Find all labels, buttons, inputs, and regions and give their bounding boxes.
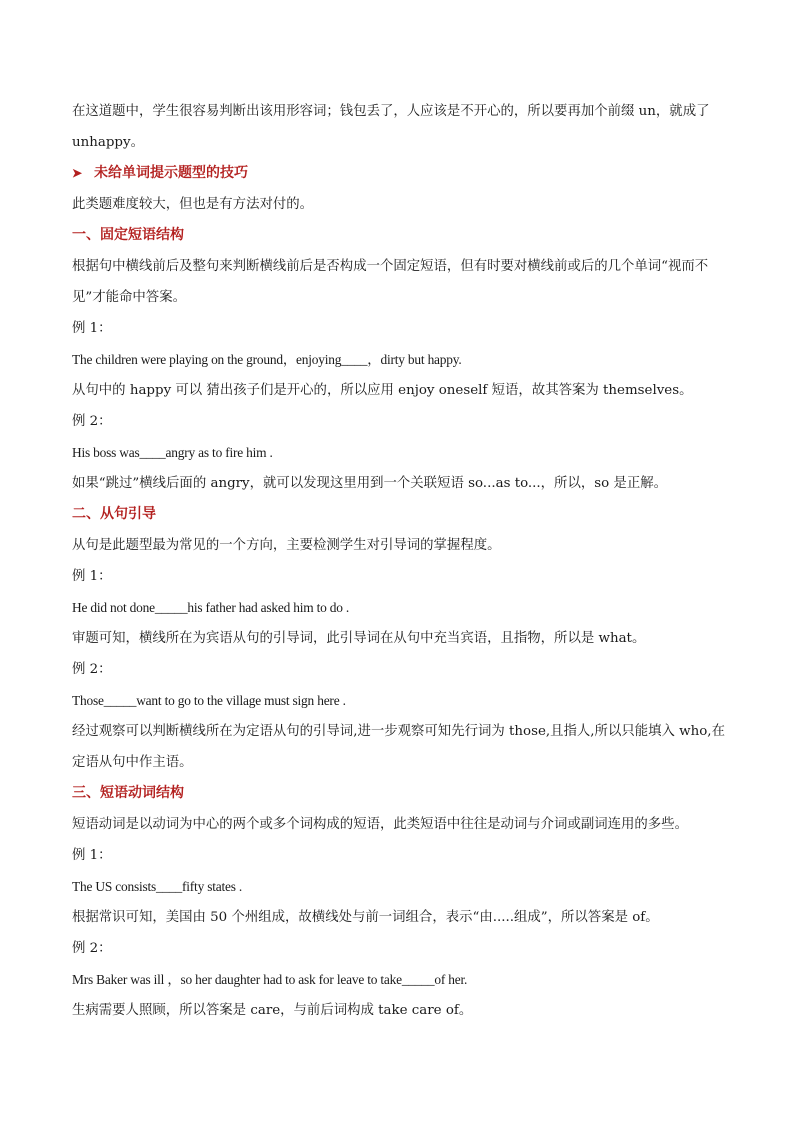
part2-example2-explanation: 经过观察可以判断横线所在为定语从句的引导词,进一步观察可知先行词为 those,且指人,所以只能填入 who,在定语从句中作主语。 (72, 724, 725, 770)
part3-example2-explanation: 生病需要人照顾，所以答案是 care，与前后词构成 take care of。 (72, 1003, 473, 1018)
part2-example1-sentence: He did not done_____his father had asked him to do . (72, 600, 350, 615)
part3-description: 短语动词是以动词为中心的两个或多个词构成的短语，此类短语中往往是动词与介词或副词连用的多些。 (72, 817, 688, 832)
intro-paragraph: 在这道题中，学生很容易判断出该用形容词；钱包丢了，人应该是不开心的，所以要再加个前缀 un，就成了 unhappy。 (72, 104, 710, 150)
part3-example2-label: 例 2： (72, 941, 112, 956)
part1-example1-label: 例 1： (72, 321, 112, 336)
part3-example1-sentence: The US consists____fifty states . (72, 879, 243, 894)
part1-example2-label: 例 2： (72, 414, 112, 429)
part1-example2-explanation: 如果“跳过”横线后面的 angry，就可以发现这里用到一个关联短语 so...as to...，所以，so 是正解。 (72, 476, 667, 491)
part1-example2-sentence: His boss was____angry as to fire him . (72, 445, 273, 460)
section-description: 此类题难度较大，但也是有方法对付的。 (72, 197, 314, 212)
part2-title: 二、从句引导 (72, 506, 156, 522)
part2-example2-sentence: Those_____want to go to the village must sign here . (72, 693, 346, 708)
arrow-bullet-icon: ➤ (72, 166, 83, 180)
part3-title: 三、短语动词结构 (72, 785, 184, 801)
part1-title: 一、固定短语结构 (72, 227, 184, 243)
section-heading (72, 158, 736, 189)
part3-example2-sentence: Mrs Baker was ill ，so her daughter had to ask for leave to take_____of her. (72, 972, 468, 987)
part2-example1-label: 例 1： (72, 569, 112, 584)
part3-example1-explanation: 根据常识可知，美国由 50 个州组成，故横线处与前一词组合，表示“由.....组成”，所以答案是 of。 (72, 910, 659, 925)
part1-description: 根据句中横线前后及整句来判断横线前后是否构成一个固定短语，但有时要对横线前或后的几个单词“视而不见”才能命中答案。 (72, 259, 709, 305)
document-body (72, 96, 736, 1026)
part1-example1-explanation: 从句中的 happy 可以 猜出孩子们是开心的，所以应用 enjoy oneself 短语，故其答案为 themselves。 (72, 383, 693, 398)
section-heading-text: 未给单词提示题型的技巧 (94, 165, 248, 181)
part1-example1-sentence: The children were playing on the ground，enjoying____，dirty but happy. (72, 352, 462, 367)
part3-example1-label: 例 1： (72, 848, 112, 863)
part2-description: 从句是此题型最为常见的一个方向，主要检测学生对引导词的掌握程度。 (72, 538, 501, 553)
part2-example2-label: 例 2： (72, 662, 112, 677)
part2-example1-explanation: 审题可知，横线所在为宾语从句的引导词，此引导词在从句中充当宾语，且指物，所以是 what。 (72, 631, 646, 646)
